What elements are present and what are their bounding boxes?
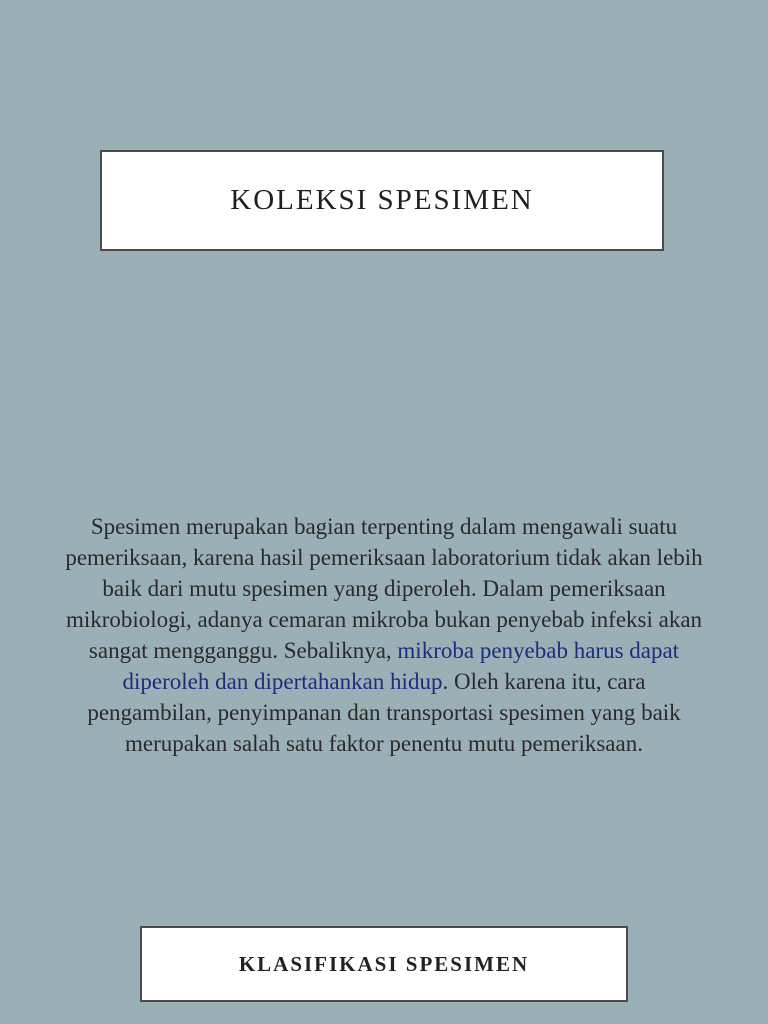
- next-section-title: KLASIFIKASI SPESIMEN: [238, 951, 530, 976]
- next-section-box: [140, 926, 628, 1002]
- paragraph-text-part1: Spesimen merupakan bagian terpenting dalam mengawali suatu pemeriksaan, karena hasil pemeriksaan laboratorium tidak akan lebih baik dari mutu spesimen yang diperoleh. Dalam pemeriksaan mikrobiologi, adanya cemaran mikroba bukan penyebab infeksi akan sangat mengganggu. Sebaliknya,: [65, 514, 703, 663]
- title-box: [100, 150, 664, 251]
- paragraph-highlight: mikroba penyebab harus dapat diperoleh dan dipertahankan hidup: [122, 638, 680, 694]
- body-paragraph: [60, 511, 708, 759]
- page-title: KOLEKSI SPESIMEN: [230, 184, 534, 216]
- paragraph-text-part2: . Oleh karena itu, cara pengambilan, penyimpanan dan transportasi spesimen yang baik merupakan salah satu faktor penentu mutu pemeriksaan.: [87, 669, 681, 756]
